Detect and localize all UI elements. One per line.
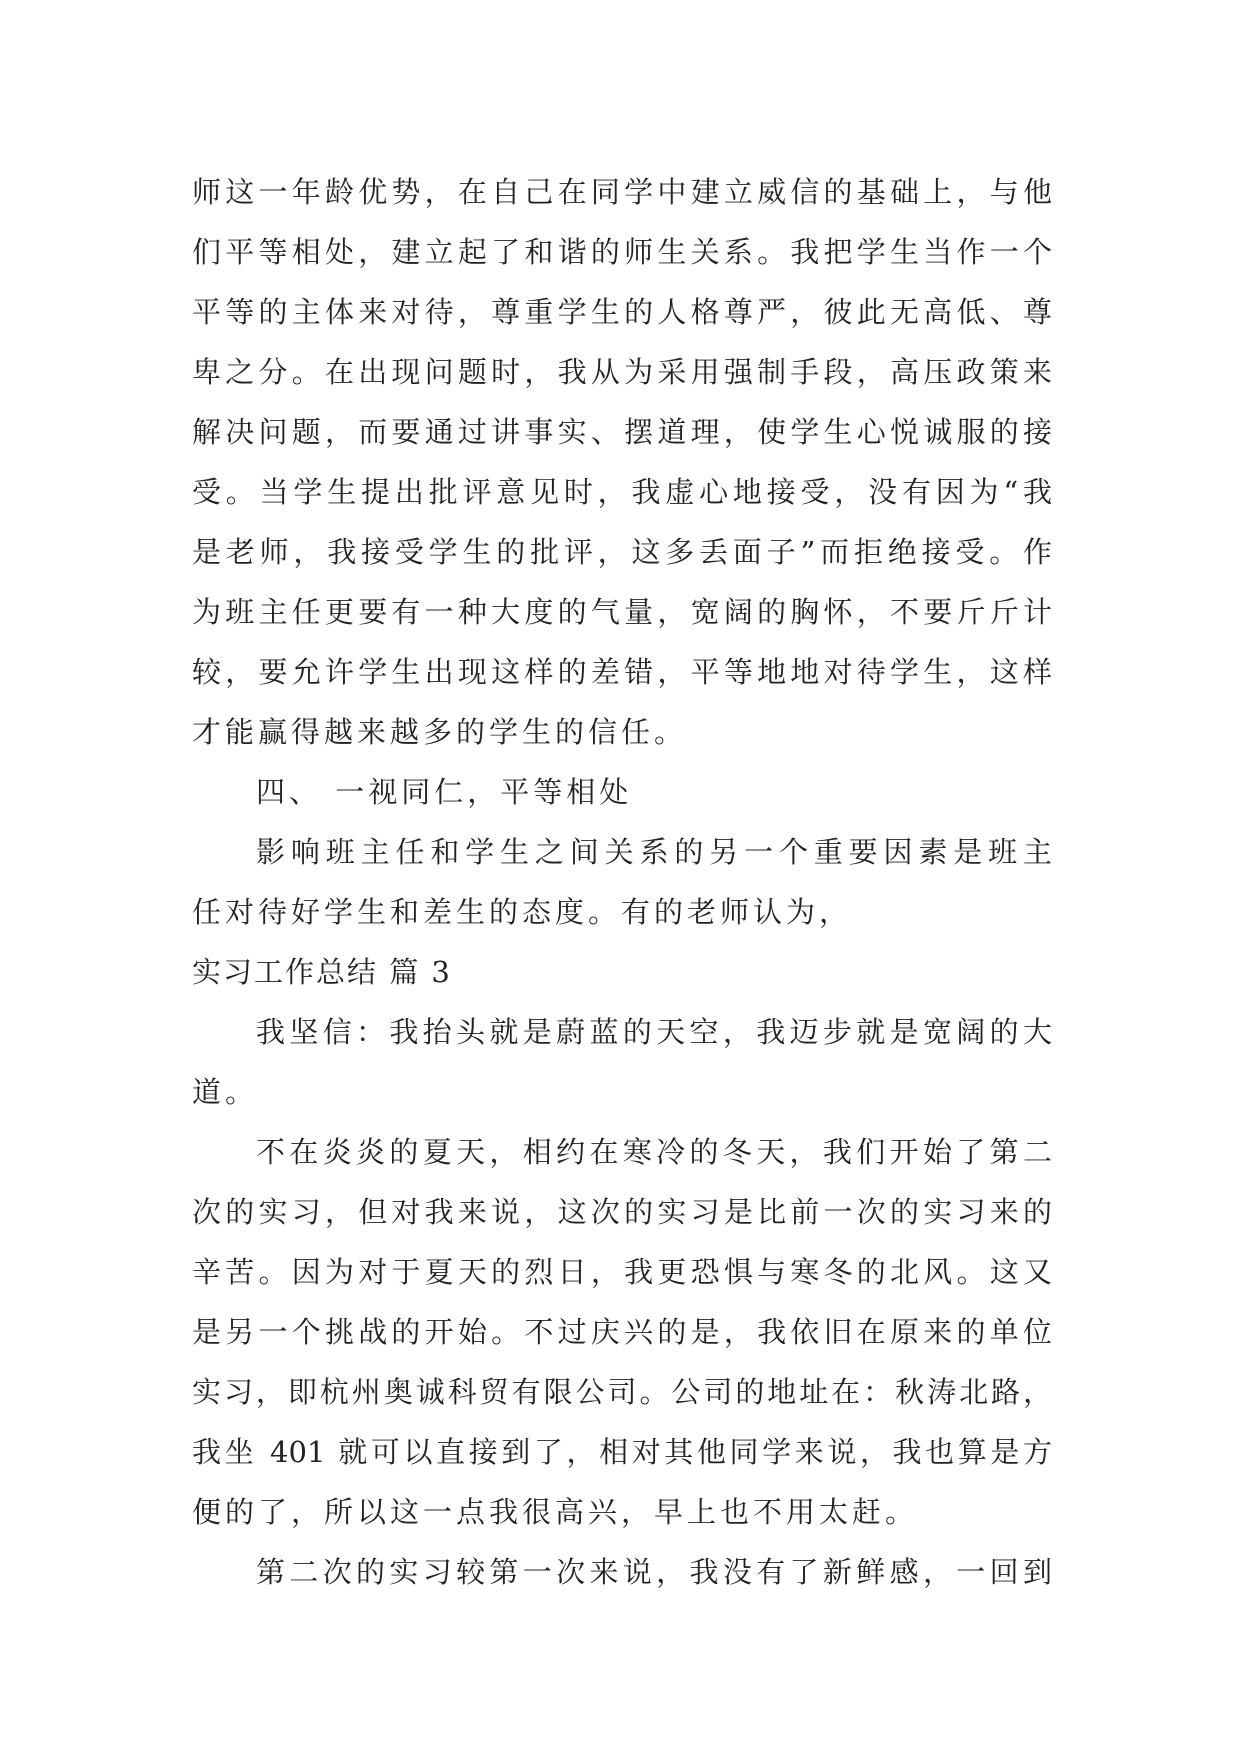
body-line: 是老师，我接受学生的批评，这多丢面子”而拒绝接受。作 bbox=[192, 535, 1052, 569]
body-line: 是另一个挑战的开始。不过庆兴的是，我依旧在原来的单位 bbox=[192, 1315, 1052, 1349]
body-line: 才能赢得越来越多的学生的信任。 bbox=[192, 715, 688, 749]
paragraph-first-line: 不在炎炎的夏天，相约在寒冷的冬天，我们开始了第二 bbox=[256, 1135, 1052, 1169]
article-title: 实习工作总结 篇 3 bbox=[192, 955, 452, 989]
paragraph-first-line: 我坚信：我抬头就是蔚蓝的天空，我迈步就是宽阔的大 bbox=[256, 1015, 1052, 1049]
paragraph-first-line: 第二次的实习较第一次来说，我没有了新鲜感，一回到 bbox=[256, 1555, 1052, 1589]
body-line: 师这一年龄优势，在自己在同学中建立威信的基础上，与他 bbox=[192, 175, 1052, 209]
body-line: 道。 bbox=[192, 1075, 259, 1109]
body-line: 们平等相处，建立起了和谐的师生关系。我把学生当作一个 bbox=[192, 235, 1052, 269]
body-line: 辛苦。因为对于夏天的烈日，我更恐惧与寒冬的北风。这又 bbox=[192, 1255, 1052, 1289]
body-line: 较，要允许学生出现这样的差错，平等地地对待学生，这样 bbox=[192, 655, 1052, 689]
document-body bbox=[192, 162, 1052, 1602]
body-line: 受。当学生提出批评意见时，我虚心地接受，没有因为“我 bbox=[192, 475, 1052, 509]
body-line: 为班主任更要有一种大度的气量，宽阔的胸怀，不要斤斤计 bbox=[192, 595, 1052, 629]
body-line: 次的实习，但对我来说，这次的实习是比前一次的实习来的 bbox=[192, 1195, 1052, 1229]
body-line: 平等的主体来对待，尊重学生的人格尊严，彼此无高低、尊 bbox=[192, 295, 1052, 329]
body-line: 任对待好学生和差生的态度。有的老师认为， bbox=[192, 895, 853, 929]
body-line: 解决问题，而要通过讲事实、摆道理，使学生心悦诚服的接 bbox=[192, 415, 1052, 449]
section-heading: 四、 一视同仁，平等相处 bbox=[256, 775, 633, 809]
body-line: 我坐 401 就可以直接到了，相对其他同学来说，我也算是方 bbox=[192, 1435, 1052, 1469]
paragraph-first-line: 影响班主任和学生之间关系的另一个重要因素是班主 bbox=[256, 835, 1052, 869]
body-line: 实习，即杭州奥诚科贸有限公司。公司的地址在：秋涛北路， bbox=[192, 1375, 1052, 1409]
body-line: 卑之分。在出现问题时，我从为采用强制手段，高压政策来 bbox=[192, 355, 1052, 389]
body-line: 便的了，所以这一点我很高兴，早上也不用太赶。 bbox=[192, 1495, 919, 1529]
